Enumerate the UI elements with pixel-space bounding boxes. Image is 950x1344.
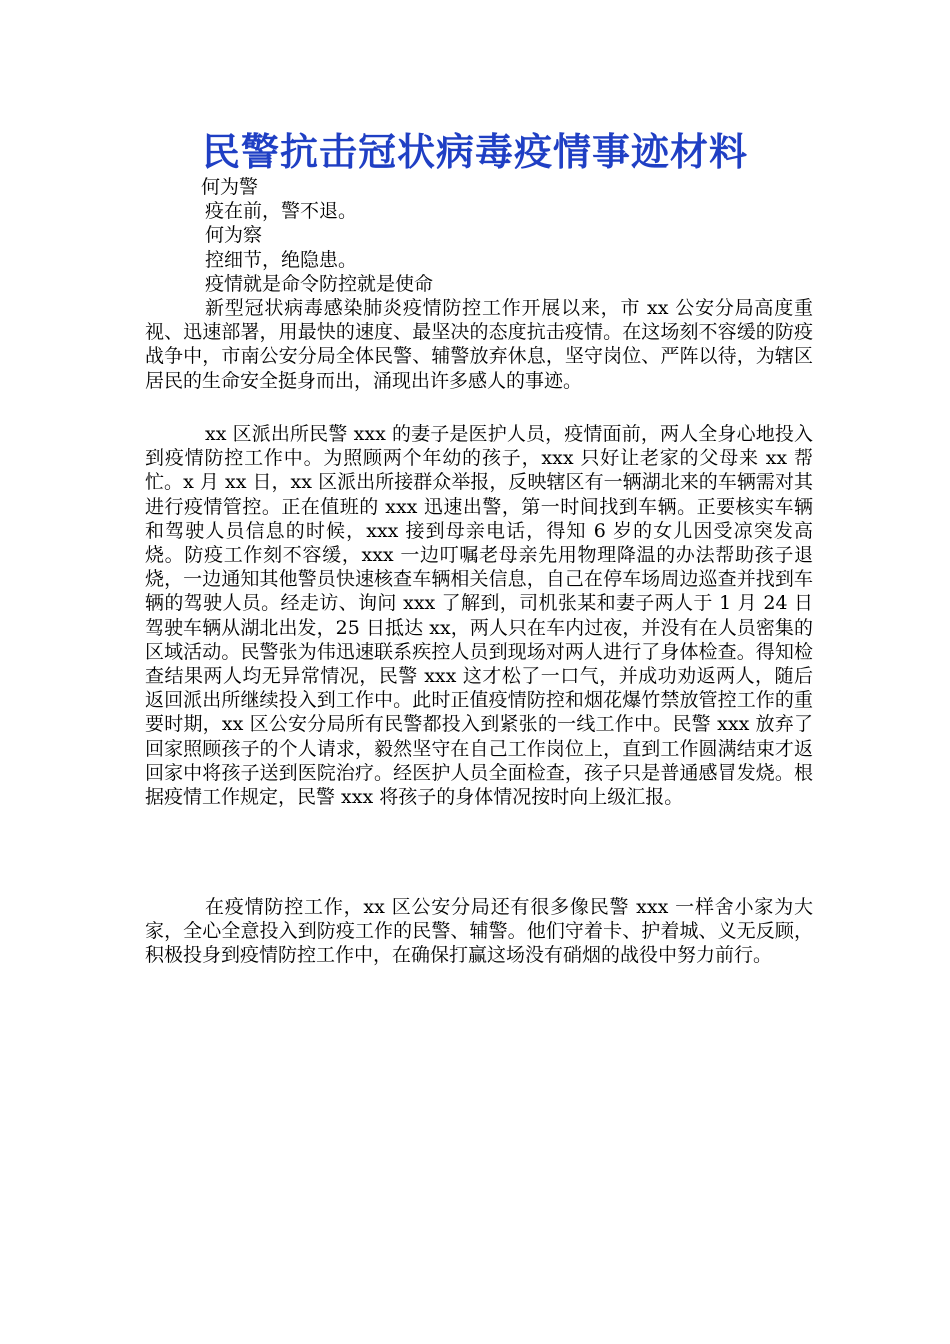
paragraph-1: 新型冠状病毒感染肺炎疫情防控工作开展以来，市 xx 公安分局高度重视、迅速部署，用最快的速度、最坚决的态度抗击疫情。在这场刻不容缓的防疫战争中，市南公安分局全体民警、辅警放弃休息，坚守岗位、严阵以待，为辖区居民的生命安全挺身而出，涌现出许多感人的事迹。 bbox=[145, 297, 813, 392]
intro-line-5: 疫情就是命令防控就是使命 bbox=[205, 273, 434, 295]
intro-line-3: 何为察 bbox=[205, 224, 263, 246]
intro-line-1: 何为警 bbox=[201, 176, 259, 198]
intro-line-4: 控细节，绝隐患。 bbox=[205, 249, 358, 271]
paragraph-3: 在疫情防控工作，xx 区公安分局还有很多像民警 xxx 一样舍小家为大家，全心全意投入到防疫工作的民警、辅警。他们守着卡、护着城、义无反顾，积极投身到疫情防控工作中，在确保打赢这场没有硝烟的战役中努力前行。 bbox=[145, 896, 813, 967]
document-title: 民警抗击冠状病毒疫情事迹材料 bbox=[201, 130, 748, 174]
intro-line-2: 疫在前，警不退。 bbox=[205, 200, 358, 222]
paragraph-2: xx 区派出所民警 xxx 的妻子是医护人员，疫情面前，两人全身心地投入到疫情防控工作中。为照顾两个年幼的孩子，xxx 只好让老家的父母来 xx 帮忙。x 月 xx 日，xx 区派出所接群众举报，反映辖区有一辆湖北来的车辆需对其进行疫情管控。正在值班的 xxx 迅速出警，第一时间找到车辆。正要核实车辆和驾驶人员信息的时候，xxx 接到母亲电话，得知 6 岁的女儿因受凉突发高烧。防疫工作刻不容缓，xxx 一边叮嘱老母亲先用物理降温的办法帮助孩子退烧，一边通知其他警员快速核查车辆相关信息，自己在停车场周边巡查并找到车辆的驾驶人员。经走访、询问 xxx 了解到，司机张某和妻子两人于 1 月 24 日驾驶车辆从湖北出发，25 日抵达 xx，两人只在车内过夜，并没有在人员密集的区域活动。民警张为伟迅速联系疾控人员到现场对两人进行了身体检查。得知检查结果两人均无异常情况，民警 xxx 这才松了一口气，并成功劝返两人，随后返回派出所继续投入到工作中。此时正值疫情防控和烟花爆竹禁放管控工作的重要时期，xx 区公安分局所有民警都投入到紧张的一线工作中。民警 xxx 放弃了回家照顾孩子的个人请求，毅然坚守在自己工作岗位上，直到工作圆满结束才返回家中将孩子送到医院治疗。经医护人员全面检查，孩子只是普通感冒发烧。根据疫情工作规定，民警 xxx 将孩子的身体情况按时向上级汇报。 bbox=[145, 423, 813, 809]
